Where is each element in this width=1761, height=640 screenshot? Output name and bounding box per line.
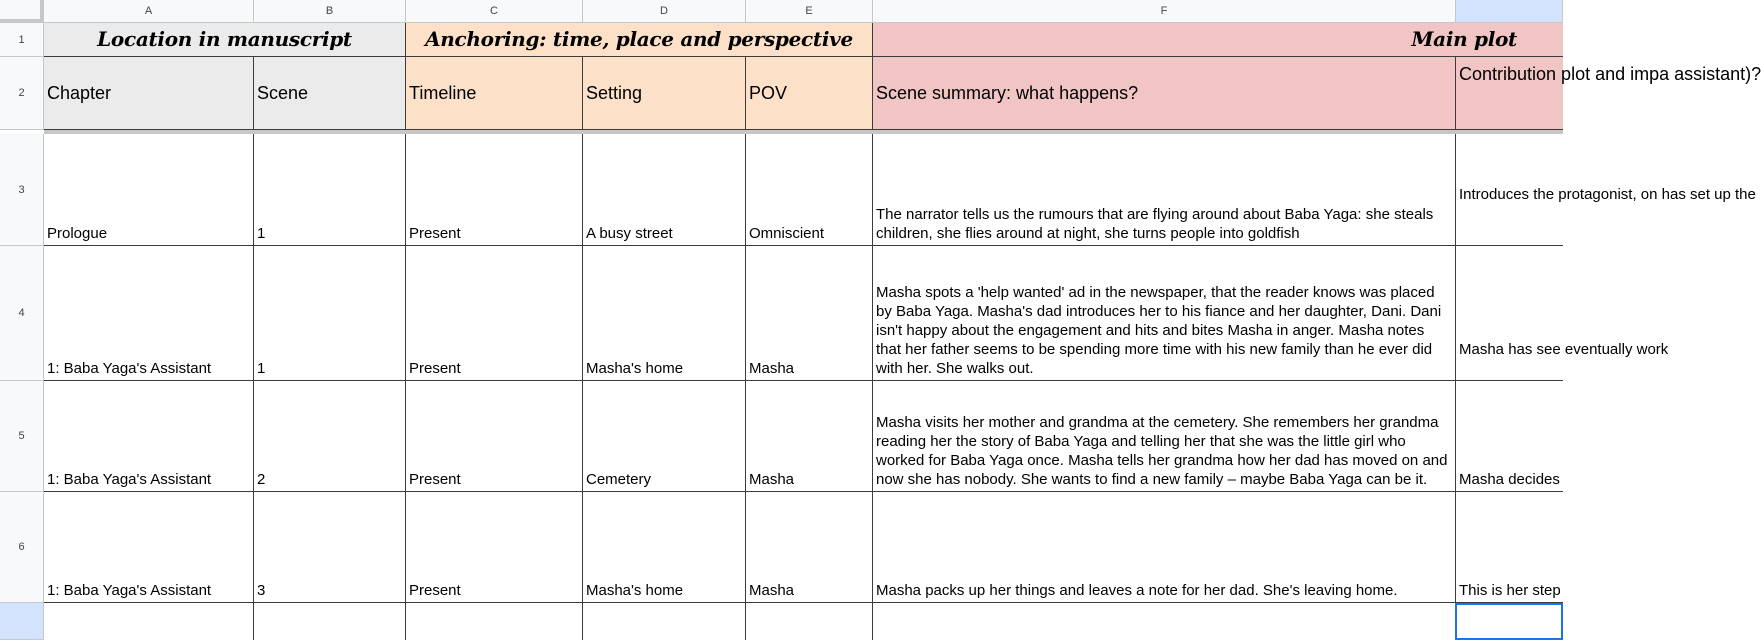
empty-cell[interactable] — [873, 603, 1456, 640]
cell-setting[interactable]: Cemetery — [583, 381, 746, 492]
cell-setting[interactable]: Masha's home — [583, 492, 746, 603]
empty-cell[interactable] — [254, 603, 406, 640]
row-header-5[interactable]: 5 — [0, 381, 44, 492]
row-header-3[interactable]: 3 — [0, 134, 44, 246]
cell-pov[interactable]: Omniscient — [746, 134, 873, 246]
row-header-2[interactable]: 2 — [0, 57, 44, 130]
row-header-4[interactable]: 4 — [0, 246, 44, 381]
header-scene[interactable]: Scene — [254, 57, 406, 130]
cell-timeline[interactable]: Present — [406, 134, 583, 246]
row-header-7[interactable] — [0, 603, 44, 640]
cell-chapter[interactable]: 1: Baba Yaga's Assistant — [44, 381, 254, 492]
header-contribution[interactable]: Contribution plot and impa assistant)? — [1456, 57, 1563, 130]
column-header-g[interactable] — [1456, 0, 1563, 23]
group-location[interactable]: Location in manuscript — [44, 23, 406, 57]
cell-setting[interactable]: Masha's home — [583, 246, 746, 381]
cell-pov[interactable]: Masha — [746, 246, 873, 381]
cell-summary[interactable]: Masha visits her mother and grandma at the cemetery. She remembers her grandma reading her the story of Baba Yaga and telling her that she was the little girl who worked for Baba Yaga once. Masha tells her grandma how her dad has moved on and now she has nobody. She wants to find a new family – maybe Baba Yaga can be it. — [873, 381, 1456, 492]
cell-setting[interactable]: A busy street — [583, 134, 746, 246]
cell-scene[interactable]: 3 — [254, 492, 406, 603]
column-header-a[interactable]: A — [44, 0, 254, 23]
cell-scene[interactable]: 1 — [254, 246, 406, 381]
column-header-c[interactable]: C — [406, 0, 583, 23]
cell-scene[interactable]: 2 — [254, 381, 406, 492]
column-header-f[interactable]: F — [873, 0, 1456, 23]
empty-cell[interactable] — [746, 603, 873, 640]
cell-timeline[interactable]: Present — [406, 246, 583, 381]
active-cell-selection[interactable] — [1455, 603, 1563, 640]
cell-summary[interactable]: Masha spots a 'help wanted' ad in the newspaper, that the reader knows was placed by Baba Yaga. Masha's dad introduces her to his fiance and her daughter, Dani. Dani isn't happy about the engagement and hits and bites Masha in anger. Masha notes that her father seems to be spending more time with his new family than he ever did with her. She walks out. — [873, 246, 1456, 381]
cell-contribution[interactable]: Masha decides — [1456, 381, 1563, 492]
column-header-b[interactable]: B — [254, 0, 406, 23]
header-timeline[interactable]: Timeline — [406, 57, 583, 130]
select-all-corner[interactable] — [0, 0, 44, 23]
cell-contribution[interactable]: This is her step — [1456, 492, 1563, 603]
empty-cell[interactable] — [406, 603, 583, 640]
empty-cell[interactable] — [44, 603, 254, 640]
header-chapter[interactable]: Chapter — [44, 57, 254, 130]
cell-chapter[interactable]: Prologue — [44, 134, 254, 246]
empty-cell[interactable] — [583, 603, 746, 640]
row-header-1[interactable]: 1 — [0, 23, 44, 57]
cell-timeline[interactable]: Present — [406, 381, 583, 492]
cell-timeline[interactable]: Present — [406, 492, 583, 603]
group-main-plot[interactable]: Main plot — [873, 23, 1563, 57]
cell-pov[interactable]: Masha — [746, 381, 873, 492]
column-header-d[interactable]: D — [583, 0, 746, 23]
cell-scene[interactable]: 1 — [254, 134, 406, 246]
row-header-6[interactable]: 6 — [0, 492, 44, 603]
header-summary[interactable]: Scene summary: what happens? — [873, 57, 1456, 130]
header-pov[interactable]: POV — [746, 57, 873, 130]
cell-contribution[interactable]: Introduces the protagonist, on has set up the — [1456, 134, 1563, 246]
cell-chapter[interactable]: 1: Baba Yaga's Assistant — [44, 246, 254, 381]
cell-chapter[interactable]: 1: Baba Yaga's Assistant — [44, 492, 254, 603]
column-header-e[interactable]: E — [746, 0, 873, 23]
cell-pov[interactable]: Masha — [746, 492, 873, 603]
header-setting[interactable]: Setting — [583, 57, 746, 130]
group-anchoring[interactable]: Anchoring: time, place and perspective — [406, 23, 873, 57]
cell-contribution[interactable]: Masha has see eventually work — [1456, 246, 1563, 381]
cell-summary[interactable]: Masha packs up her things and leaves a note for her dad. She's leaving home. — [873, 492, 1456, 603]
cell-summary[interactable]: The narrator tells us the rumours that are flying around about Baba Yaga: she steals children, she flies around at night, she turns people into goldfish — [873, 134, 1456, 246]
